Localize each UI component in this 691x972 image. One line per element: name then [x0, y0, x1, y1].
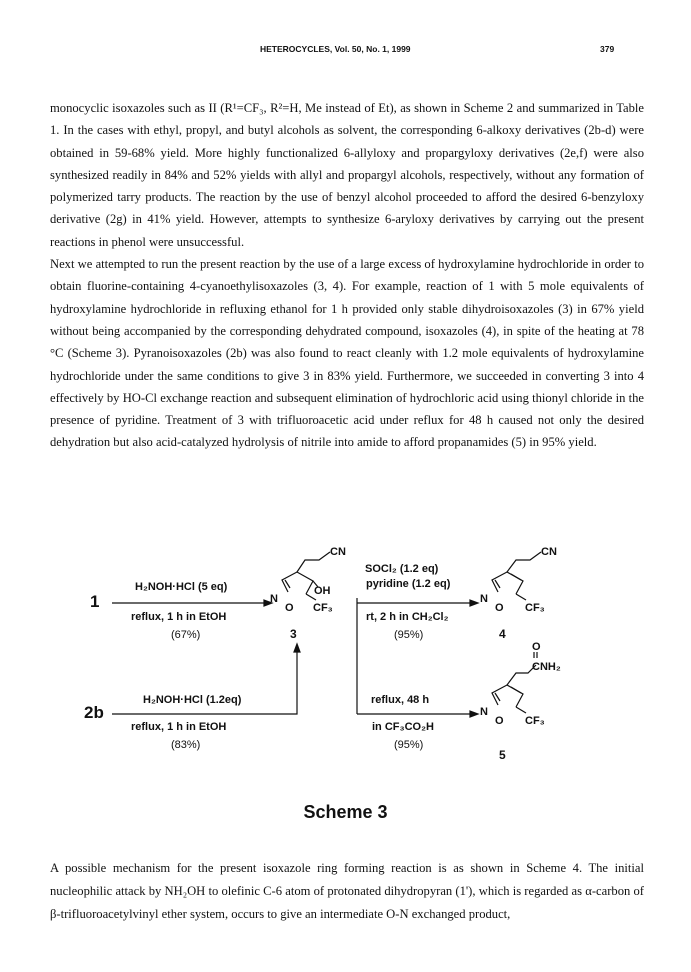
- atom-label-oh: OH: [314, 585, 331, 597]
- atom-label-cf3: CF₃: [313, 602, 333, 614]
- atom-label-n: N: [270, 593, 278, 605]
- journal-citation: HETEROCYCLES, Vol. 50, No. 1, 1999: [260, 44, 411, 54]
- closing-paragraph: [50, 857, 644, 926]
- paragraph: A possible mechanism for the present isoxazole ring forming reaction is as shown in Scheme 4. The initial nucleophilic attack by NH₂OH to olefinic C-6 atom of protonated dihydropyran (1'), which is regarded as α-carbon of β-trifluoroacetylvinyl ether system, occurs to give an intermediate O-N exchanged product,: [50, 861, 644, 921]
- arrowhead: [470, 600, 478, 606]
- reagent-label: H₂NOH·HCl (5 eq): [135, 581, 228, 593]
- reagent-label: SOCl₂ (1.2 eq): [365, 563, 439, 575]
- reagent-label: pyridine (1.2 eq): [366, 578, 451, 590]
- paragraph: monocyclic isoxazoles such as II (R¹=CF₃, R²=H, Me instead of Et), as shown in Scheme 2 and summarized in Table 1. In the cases with ethyl, propyl, and butyl alcohols as solvent, the corresponding 6-alkoxy derivatives (2b-d) were obtained in 59-68% yield. More highly functionalized 6-allyloxy and propargyloxy derivatives (2e,f) were also synthesized readily in 84% and 52% yields with allyl and propargyl alcohols, respectively, without any formation of polymerized tarry products. The reaction by the use of benzyl alcohol proceeded to afford the desired 6-benzyloxy derivative (2g) in 41% yield. However, attempts to synthesize 6-aryloxy derivatives by carrying out the present reactions in phenol were unsuccessful.: [50, 101, 644, 249]
- body-text: [50, 97, 644, 454]
- yield-label: (67%): [171, 629, 201, 641]
- reagent-label: H₂NOH·HCl (1.2eq): [143, 694, 242, 706]
- scheme-3-diagram: [0, 540, 691, 800]
- atom-label-n: N: [480, 706, 488, 718]
- atom-label-cnh2: CNH₂: [532, 661, 561, 673]
- condition-label: reflux, 1 h in EtOH: [131, 611, 227, 623]
- paragraph: Next we attempted to run the present reaction by the use of a large excess of hydroxylamine hydrochloride in order to obtain fluorine-containing 4-cyanoethylisoxazoles (3, 4). For example, reaction of 1 with 5 mole equivalents of hydroxylamine hydrochloride in refluxing ethanol for 1 h provided only stable dihydroisoxazoles (3) in 67% yield without being accompanied by the corresponding dehydrated compound, isoxazoles (4), in spite of the heating at 78 °C (Scheme 3). Pyranoisoxazoles (2b) was also found to react cleanly with 1.2 mole equivalents of hydroxylamine hydrochloride under the same conditions to give 3 in 83% yield. Furthermore, we succeeded in converting 3 into 4 effectively by HO-Cl exchange reaction and subsequent elimination of hydrochloric acid using thionyl chloride in the presence of pyridine. Treatment of 3 with trifluoroacetic acid under reflux for 48 h caused not only the desired dehydration but also acid-catalyzed hydrolysis of nitrile into amide to afford propanamides (5) in 95% yield.: [50, 257, 644, 450]
- atom-label-carbonyl-o: O: [532, 641, 541, 653]
- atom-label-o: O: [285, 602, 294, 614]
- arrowhead: [470, 711, 478, 717]
- atom-label-n: N: [480, 593, 488, 605]
- atom-label-cf3: CF₃: [525, 715, 545, 727]
- yield-label: (83%): [171, 739, 201, 751]
- page-number: 379: [600, 44, 615, 54]
- atom-label-o: O: [495, 715, 504, 727]
- compound-label-4: 4: [499, 627, 506, 641]
- compound-label-1: 1: [90, 592, 100, 611]
- scheme-caption: Scheme 3: [303, 802, 388, 822]
- atom-label-cn: CN: [541, 546, 557, 558]
- yield-label: (95%): [394, 739, 424, 751]
- atom-label-cn: CN: [330, 546, 346, 558]
- compound-label-2b: 2b: [84, 703, 104, 722]
- condition-label: reflux, 48 h: [371, 694, 430, 706]
- condition-label: in CF₃CO₂H: [372, 721, 434, 733]
- compound-label-3: 3: [290, 627, 297, 641]
- compound-5-structure: [492, 652, 537, 713]
- compound-label-5: 5: [499, 748, 506, 762]
- yield-label: (95%): [394, 629, 424, 641]
- condition-label: rt, 2 h in CH₂Cl₂: [366, 611, 449, 623]
- arrowhead: [294, 644, 300, 652]
- atom-label-o: O: [495, 602, 504, 614]
- compound-4-structure: [492, 552, 541, 600]
- condition-label: reflux, 1 h in EtOH: [131, 721, 227, 733]
- atom-label-cf3: CF₃: [525, 602, 545, 614]
